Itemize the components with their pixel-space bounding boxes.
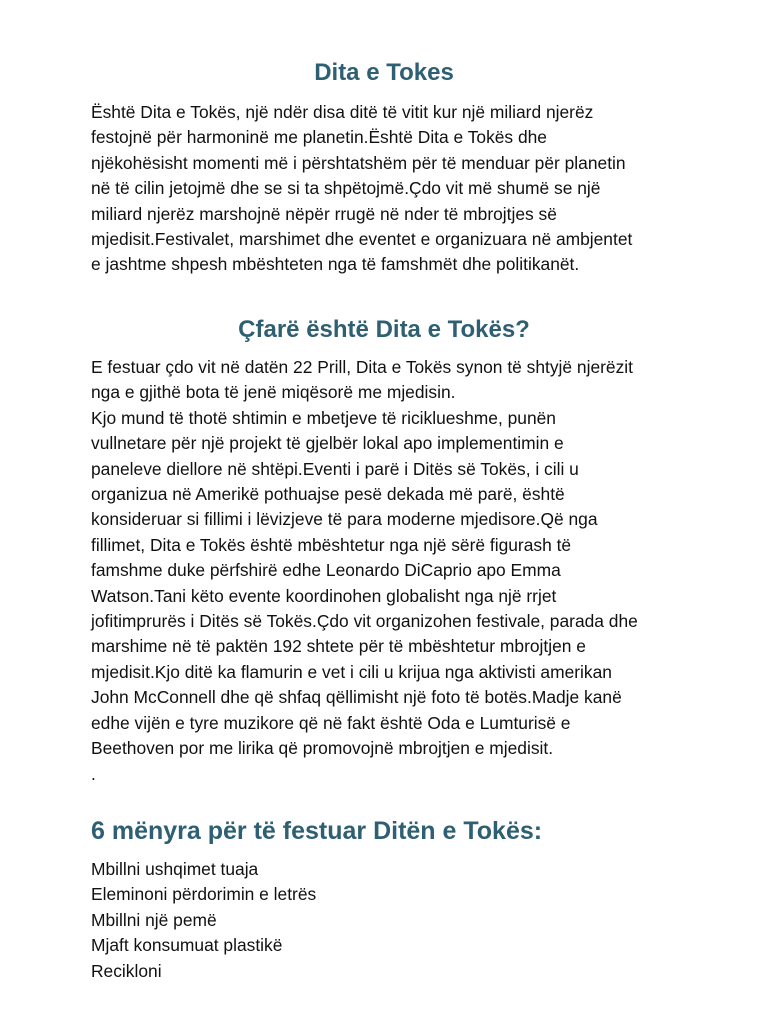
list-item: Mbillni ushqimet tuaja: [91, 859, 259, 879]
paragraph-line: mjedisit.Kjo ditë ka flamurin e vet i cili u krijua nga aktivisti amerikan: [91, 661, 612, 682]
list-item: Recikloni: [91, 960, 162, 981]
paragraph-line: E festuar çdo vit në datën 22 Prill, Dita e Tokës synon të shtyjë njerëzit: [91, 357, 633, 377]
paragraph-line: marshime në të paktën 192 shtete për të mbështetur mbrojtjen e: [91, 636, 586, 657]
paragraph-line: John McConnell dhe që shfaq qëllimisht një foto të botës.Madje kanë: [91, 687, 622, 708]
paragraph-line: jofitimprurës i Ditës së Tokës.Çdo vit organizohen festivale, parada dhe: [91, 611, 638, 632]
section-title-ways-to-celebrate: 6 mënyra për të festuar Ditën e Tokës:: [91, 817, 543, 845]
paragraph-line: festojnë për harmoninë me planetin.Është Dita e Tokës dhe: [91, 127, 547, 148]
section-title-what-is-earth-day: Çfarë është Dita e Tokës?: [238, 316, 530, 343]
paragraph-line: vullnetare për një projekt të gjelbër lokal apo implementimin e: [91, 433, 564, 454]
ways-list: [91, 857, 316, 984]
paragraph-line: Beethoven por me lirika që promovojnë mbrojtjen e mjedisit.: [91, 738, 554, 759]
paragraph-line: famshme duke përfshirë edhe Leonardo DiCaprio apo Emma: [91, 560, 561, 581]
paragraph-line: njëkohësisht momenti më i përshtatshëm për të menduar për planetin: [91, 152, 626, 173]
list-item: Eleminoni përdorimin e letrës: [91, 884, 317, 905]
paragraph-line: nga e gjithë bota të jenë miqësorë me mjedisin.: [91, 382, 456, 403]
list-item: Mjaft konsumuat plastikë: [91, 935, 283, 956]
paragraph-line: paneleve diellore në shtëpi.Eventi i parë i Ditës së Tokës, i cili u: [91, 458, 579, 479]
section-title-earth-day: Dita e Tokes: [314, 59, 454, 86]
paragraph-line: organizua në Amerikë pothuajse pesë dekada më parë, është: [91, 484, 565, 505]
paragraph-line: Kjo mund të thotë shtimin e mbetjeve të riciklueshme, punën: [91, 407, 556, 428]
list-item: Mbillni një pemë: [91, 909, 217, 930]
paragraph-line: .: [91, 763, 96, 784]
paragraph-line: edhe vijën e tyre muzikore që në fakt është Oda e Lumturisë e: [91, 712, 571, 733]
paragraph-line: e jashtme shpesh mbështeten nga të famshmët dhe politikanët.: [91, 254, 580, 275]
description-paragraph: [91, 355, 691, 787]
paragraph-line: Është Dita e Tokës, një ndër disa ditë të vitit kur një miliard njerëz: [91, 102, 594, 122]
paragraph-line: miliard njerëz marshojnë nëpër rrugë në nder të mbrojtjes së: [91, 203, 557, 224]
intro-paragraph: [91, 100, 691, 278]
paragraph-line: mjedisit.Festivalet, marshimet dhe eventet e organizuara në ambjentet: [91, 229, 633, 250]
paragraph-line: fillimet, Dita e Tokës është mbështetur nga një sërë figurash të: [91, 534, 572, 555]
paragraph-line: Watson.Tani këto evente koordinohen globalisht nga një rrjet: [91, 585, 557, 606]
paragraph-line: në të cilin jetojmë dhe se si ta shpëtojmë.Çdo vit më shumë se një: [91, 178, 601, 199]
paragraph-line: konsideruar si fillimi i lëvizjeve të para moderne mjedisore.Që nga: [91, 509, 598, 530]
